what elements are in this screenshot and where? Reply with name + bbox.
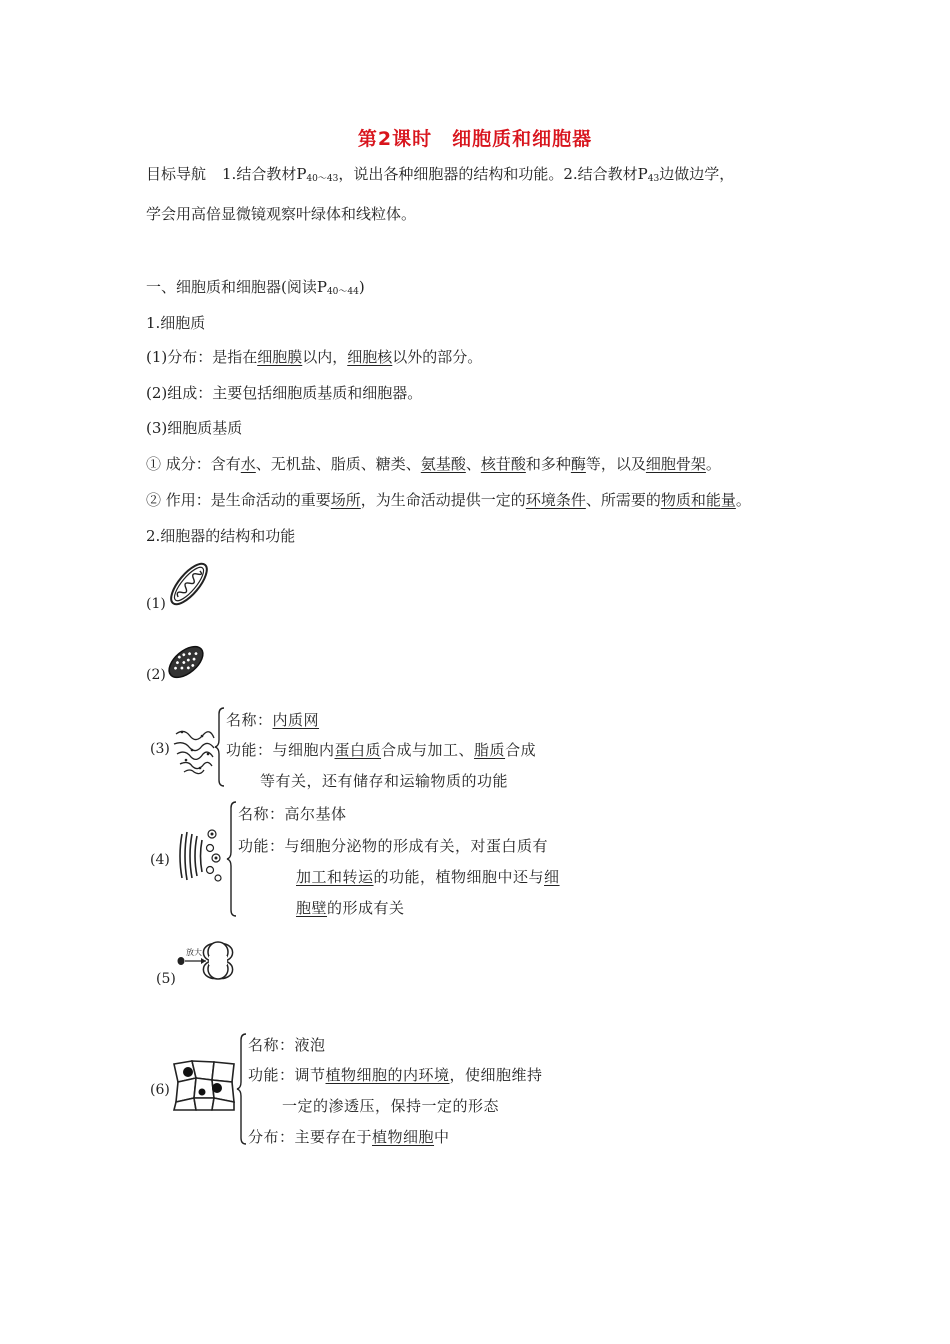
organelle-5-label: (5) xyxy=(156,971,176,987)
distribution-line: (1)分布：是指在细胞膜以内，细胞核以外的部分。 xyxy=(146,348,483,366)
vacuole-name: 名称：液泡 xyxy=(248,1036,326,1054)
organelle-2-label: (2) xyxy=(146,667,166,683)
organelle-3-label: (3) xyxy=(150,741,170,757)
subheading-cytoplasm: 1.细胞质 xyxy=(146,314,206,332)
page-title: 第2课时 细胞质和细胞器 xyxy=(357,128,593,150)
brace-4 xyxy=(226,800,238,918)
er-image xyxy=(172,724,218,776)
golgi-function-cont2: 胞壁的形成有关 xyxy=(296,899,405,917)
zoom-label: 放大 xyxy=(186,948,202,957)
section-heading: 一、细胞质和细胞器(阅读$P_{40\sim 44}$) xyxy=(146,278,365,297)
ingredients-line: ① 成分：含有水、无机盐、脂质、糖类、氨基酸、核苷酸和多种酶等，以及细胞骨架。 xyxy=(146,455,721,473)
brace-6 xyxy=(236,1032,248,1146)
goal-label: 目标导航 xyxy=(146,165,207,183)
organelle-4-label: (4) xyxy=(150,852,170,868)
organelle-6-label: (6) xyxy=(150,1082,170,1098)
er-name: 名称：内质网 xyxy=(226,711,320,729)
golgi-function-cont: 加工和转运的功能，植物细胞中还与细 xyxy=(296,868,560,886)
brace-3 xyxy=(214,706,226,788)
vacuole-function-cont: 一定的渗透压，保持一定的形态 xyxy=(282,1097,500,1115)
er-function-cont: 等有关，还有储存和运输物质的功能 xyxy=(260,772,509,790)
er-function: 功能：与细胞内蛋白质合成与加工、脂质合成 xyxy=(226,741,537,759)
function-line: ② 作用：是生命活动的重要场所，为生命活动提供一定的环境条件、所需要的物质和能量。 xyxy=(146,491,751,509)
subheading-organelles: 2.细胞器的结构和功能 xyxy=(146,527,296,545)
golgi-function: 功能：与细胞分泌物的形成有关，对蛋白质有 xyxy=(238,837,549,855)
vacuole-function: 功能：调节植物细胞的内环境，使细胞维持 xyxy=(248,1066,543,1084)
goal-line-1: 目标导航 1.结合教材$P_{40\sim 43}$，说出各种细胞器的结构和功能。2.结合教材$P_{43}$边做边学， xyxy=(146,165,735,184)
mitochondrion-image xyxy=(166,558,212,610)
vacuole-distribution: 分布：主要存在于植物细胞中 xyxy=(248,1128,450,1146)
vacuole-image xyxy=(172,1058,236,1112)
matrix-heading: (3)细胞质基质 xyxy=(146,419,243,437)
chloroplast-image xyxy=(166,640,206,684)
golgi-image xyxy=(174,826,224,886)
golgi-name: 名称：高尔基体 xyxy=(238,805,347,823)
goal-line-2: 学会用高倍显微镜观察叶绿体和线粒体。 xyxy=(146,205,417,223)
composition-line: (2)组成：主要包括细胞质基质和细胞器。 xyxy=(146,384,423,402)
centrosome-image xyxy=(176,940,240,980)
organelle-1-label: (1) xyxy=(146,596,166,612)
